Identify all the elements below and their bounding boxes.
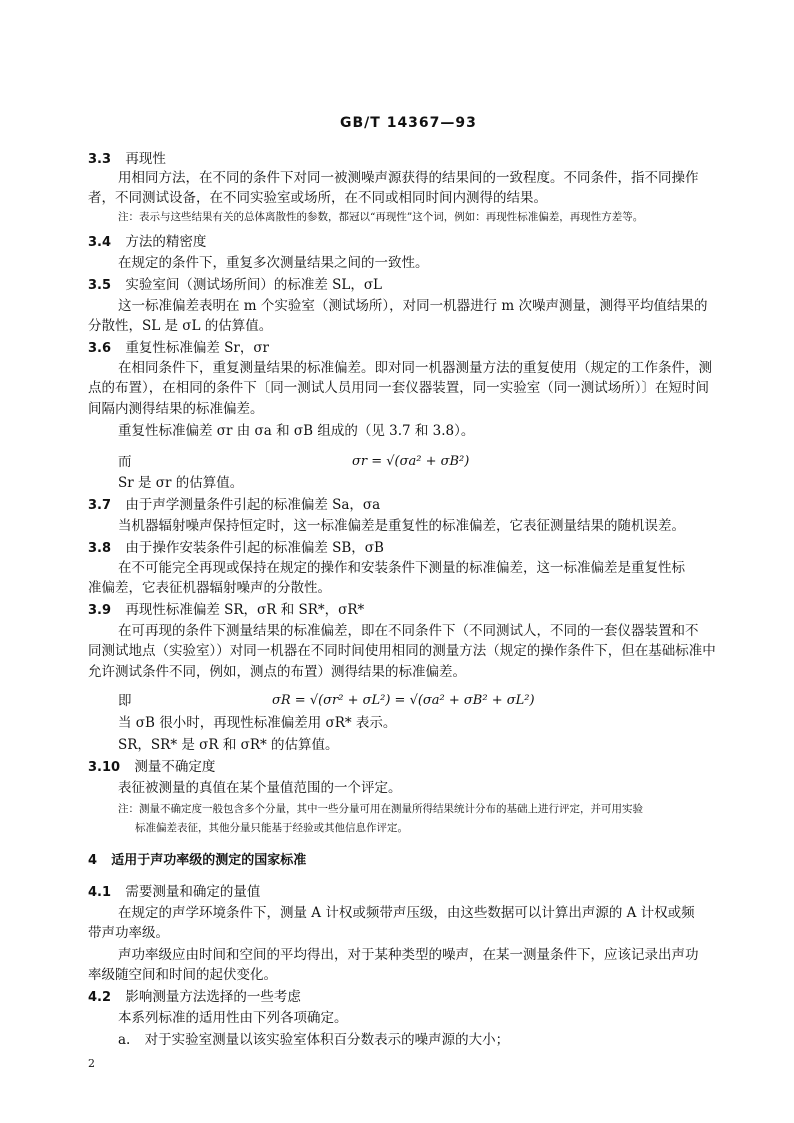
chapter-title: 适用于声功率级的测定的国家标准 xyxy=(111,853,307,868)
section-4-2-heading xyxy=(88,988,301,1007)
section-3-8-heading xyxy=(88,539,384,558)
section-title: 测量不确定度 xyxy=(134,759,216,775)
paragraph-line: 带声功率级。 xyxy=(88,925,169,941)
section-title: 影响测量方法选择的一些考虑 xyxy=(125,989,301,1005)
section-3-10-heading xyxy=(88,758,215,777)
page-number: 2 xyxy=(88,1057,95,1070)
section-number: 3.4 xyxy=(88,235,112,250)
paragraph-line: 用相同方法，在不同的条件下对同一被测噪声源获得的结果间的一致程度。不同条件，指不同操作 xyxy=(118,170,699,186)
paragraph-line: 在可再现的条件下测量结果的标准偏差，即在不同条件下（不同测试人，不同的一套仪器装置和不 xyxy=(118,623,699,639)
note-text: 注：表示与这些结果有关的总体离散性的参数，都冠以“再现性”这个词，例如：再现性标准偏差，再现性方差等。 xyxy=(118,211,644,223)
paragraph-line: 声功率级应由时间和空间的平均得出，对于某种类型的噪声，在某一测量条件下，应该记录出声功 xyxy=(118,947,699,963)
section-number: 3.6 xyxy=(88,341,112,356)
formula-sigma-r: σr = √(σa² + σB²) xyxy=(352,454,470,469)
section-number: 4.2 xyxy=(88,990,112,1005)
paragraph-line: 点的布置），在相同的条件下〔同一测试人员用同一套仪器装置，同一实验室（同一测试场所）〕在短时间 xyxy=(88,380,709,396)
section-number: 3.7 xyxy=(88,498,112,513)
paragraph-line: Sr 是 σr 的估算值。 xyxy=(118,475,244,491)
section-title: 由于操作安装条件引起的标准偏差 SB，σB xyxy=(125,540,384,556)
section-title: 重复性标准偏差 Sr，σr xyxy=(125,340,269,356)
paragraph-line: 者，不同测试设备，在不同实验室或场所，在不同或相同时间内测得的结果。 xyxy=(88,190,547,206)
section-title: 由于声学测量条件引起的标准偏差 Sa，σa xyxy=(125,497,381,513)
note-text: 标准偏差表征，其他分量只能基于经验或其他信息作评定。 xyxy=(135,822,408,834)
formula-sigma-R: σR = √(σr² + σL²) = √(σa² + σB² + σL²) xyxy=(272,693,535,708)
paragraph-line: 在规定的声学环境条件下，测量 A 计权或频带声压级，由这些数据可以计算出声源的 A 计权或频 xyxy=(118,905,695,921)
list-marker: a. xyxy=(118,1032,131,1048)
section-number: 4.1 xyxy=(88,885,112,900)
formula-lead-word: 即 xyxy=(118,693,132,709)
paragraph-line: 在相同条件下，重复测量结果的标准偏差。即对同一机器测量方法的重复使用（规定的工作条件，测 xyxy=(118,360,712,376)
section-4-1-heading xyxy=(88,883,260,902)
chapter-4-heading xyxy=(88,852,306,870)
note-text: 注：测量不确定度一般包含多个分量，其中一些分量可用在测量所得结果统计分布的基础上进行评定，并可用实验 xyxy=(118,803,643,815)
section-title: 需要测量和确定的量值 xyxy=(125,884,261,900)
paragraph-line: 在规定的条件下，重复多次测量结果之间的一致性。 xyxy=(118,255,429,271)
paragraph-line: 本系列标准的适用性由下列各项确定。 xyxy=(118,1010,348,1026)
paragraph-line: 同测试地点（实验室））对同一机器在不同时间使用相同的测量方法（规定的操作条件下，但在基础标准中 xyxy=(88,643,716,659)
section-number: 3.3 xyxy=(88,152,112,167)
section-number: 3.5 xyxy=(88,278,112,293)
paragraph-line: 分散性，SL 是 σL 的估算值。 xyxy=(88,318,273,334)
paragraph-line: 表征被测量的真值在某个量值范围的一个评定。 xyxy=(118,780,402,796)
section-3-7-heading xyxy=(88,496,380,515)
paragraph-line: 准偏差，它表征机器辐射噪声的分散性。 xyxy=(88,580,331,596)
chapter-number: 4 xyxy=(88,853,98,868)
paragraph-line: 当机器辐射噪声保持恒定时，这一标准偏差是重复性的标准偏差，它表征测量结果的随机误差。 xyxy=(118,518,685,534)
paragraph-line: 当 σB 很小时，再现性标准偏差用 σR* 表示。 xyxy=(118,715,397,731)
section-title: 再现性 xyxy=(125,151,166,167)
section-number: 3.10 xyxy=(88,760,121,775)
paragraph-line: 间隔内测得结果的标准偏差。 xyxy=(88,401,264,417)
section-3-3-heading xyxy=(88,150,166,169)
section-3-4-heading xyxy=(88,233,206,252)
section-3-5-heading xyxy=(88,276,382,295)
section-title: 实验室间（测试场所间）的标准差 SL，σL xyxy=(125,277,383,293)
paragraph-line: 这一标准偏差表明在 m 个实验室（测试场所），对同一机器进行 m 次噪声测量，测得平均值结果的 xyxy=(118,298,708,314)
section-number: 3.9 xyxy=(88,603,112,618)
paragraph-line: 率级随空间和时间的起伏变化。 xyxy=(88,967,277,983)
section-number: 3.8 xyxy=(88,541,112,556)
paragraph-line: SR，SR* 是 σR 和 σR* 的估算值。 xyxy=(118,737,339,753)
formula-lead-word: 而 xyxy=(118,454,132,470)
list-item-a xyxy=(118,1031,509,1049)
section-3-9-heading xyxy=(88,601,364,620)
standard-code-header: GB/T 14367—93 xyxy=(340,115,477,131)
paragraph-line: 允许测试条件不同，例如，测点的布置）测得结果的标准偏差。 xyxy=(88,664,466,680)
paragraph-line: 在不可能完全再现或保持在规定的操作和安装条件下测量的标准偏差，这一标准偏差是重复性标 xyxy=(118,560,685,576)
section-3-6-heading xyxy=(88,339,269,358)
section-title: 方法的精密度 xyxy=(125,234,207,250)
section-title: 再现性标准偏差 SR，σR 和 SR*，σR* xyxy=(125,602,365,618)
paragraph-line: 重复性标准偏差 σr 由 σa 和 σB 组成的（见 3.7 和 3.8）。 xyxy=(118,423,475,439)
list-item-text: 对于实验室测量以该实验室体积百分数表示的噪声源的大小； xyxy=(144,1032,510,1048)
